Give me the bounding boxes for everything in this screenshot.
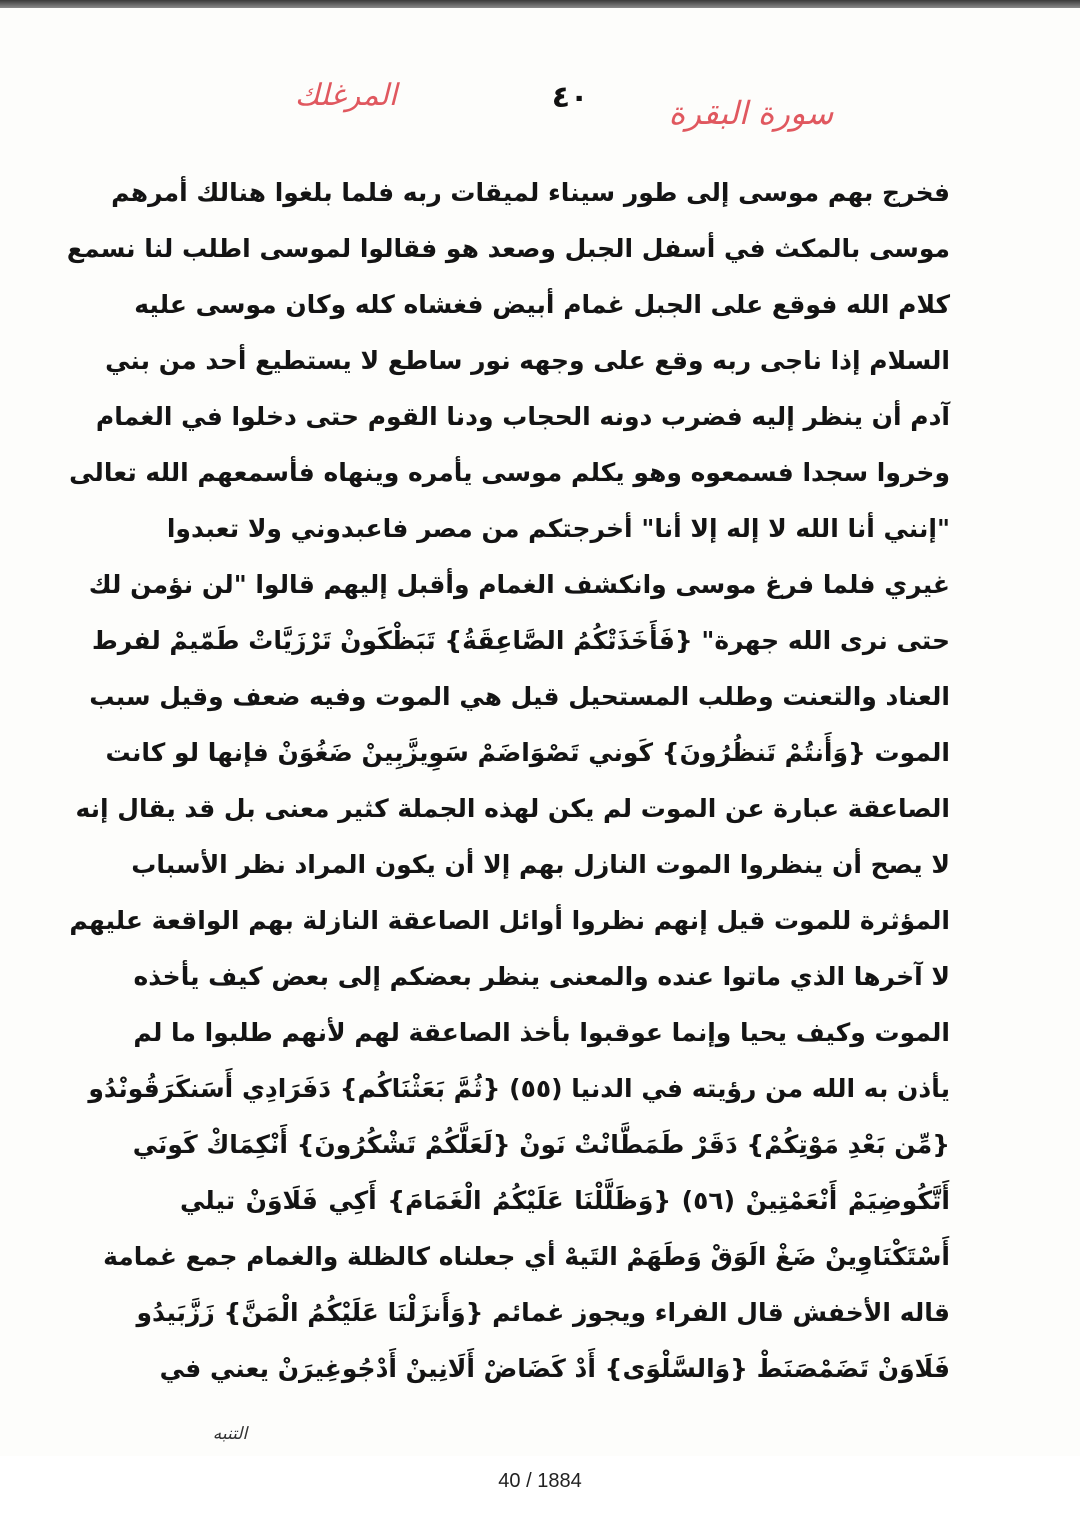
text-line: وخروا سجدا فسمعوه وهو يكلم موسى يأمره وينهاه فأسمعهم الله تعالى — [69, 458, 950, 487]
handwritten-footer-note: التنبه — [212, 1424, 248, 1444]
text-line: {مِّن بَعْدِ مَوْتِكُمْ} دَقَرْ طَمَطَّانْتْ نَونْ {لَعَلَّكُمْ تَشْكُرُونَ} أَنْكِمَاكْ كَونَي — [132, 1130, 950, 1159]
body-text — [66, 165, 950, 1397]
text-line: المؤثرة للموت قيل إنهم نظروا أوائل الصاعقة النازلة بهم الواقعة عليهم — [69, 906, 950, 935]
text-line: حتى نرى الله جهرة" {فَأَخَذَتْكُمُ الصَّاعِقَةُ} تَبَظْكَونْ تَرْزَيَّاتْ طَمّيمْ لفرط — [91, 626, 950, 655]
text-line: فَلَاوَنْ تَضَمْصَنَطْ {وَالسَّلْوَى} أَدْ كَضَاضْ أَلَانِينْ أَدْجُوغِيرَنْ يعني في — [159, 1354, 950, 1383]
handwritten-header-note: المرغلك — [294, 78, 398, 113]
top-scan-border — [0, 0, 1080, 8]
text-line: موسى بالمكث في أسفل الجبل وصعد هو فقالوا لموسى اطلب لنا نسمع — [66, 234, 950, 263]
page-indicator: 40 / 1884 — [498, 1470, 582, 1492]
text-line: أَتَّكُوضِيَمْ أَنْعَمْتِينْ (٥٦) {وَظَلَّلْنَا عَلَيْكُمُ الْغَمَامَ} أَكِي فَلَاوَنْ تيلي — [180, 1186, 950, 1215]
text-line: كلام الله فوقع على الجبل غمام أبيض فغشاه كله وكان موسى عليه — [134, 290, 950, 319]
text-line: آدم أن ينظر إليه فضرب دونه الحجاب ودنا القوم حتى دخلوا في الغمام — [95, 402, 950, 431]
handwritten-surah-title: سورة البقرة — [668, 94, 834, 132]
text-line: الصاعقة عبارة عن الموت لم يكن لهذه الجملة كثير معنى بل قد يقال إنه — [75, 794, 950, 823]
text-line: السلام إذا ناجى ربه وقع على وجهه نور ساطع لا يستطيع أحد من بني — [105, 346, 950, 375]
text-line: يأذن به الله من رؤيته في الدنيا (٥٥) {ثُمَّ بَعَثْنَاكُم} دَفَرَادِي أَسَنكَرَقُونْدُو — [88, 1074, 950, 1103]
text-line: "إنني أنا الله لا إله إلا أنا" أخرجتكم من مصر فاعبدوني ولا تعبدوا — [166, 514, 950, 543]
page-number: ٤٠ — [551, 80, 589, 115]
text-line: قاله الأخفش قال الفراء ويجوز غمائم {وَأَنزَلْنَا عَلَيْكُمُ الْمَنَّ} زَزَّبَيدُو — [136, 1298, 950, 1327]
text-line: لا يصح أن ينظروا الموت النازل بهم إلا أن يكون المراد نظر الأسباب — [131, 850, 950, 879]
text-line: الموت {وَأَنتُمْ تَنظُرُونَ} كَوني تَصْوَاضَمْ سَوِيزَّبِينْ ضَغُوَنْ فإنها لو كانت — [105, 738, 950, 767]
text-line: لا آخرها الذي ماتوا عنده والمعنى ينظر بعضكم إلى بعض كيف يأخذه — [133, 962, 950, 991]
text-line: العناد والتعنت وطلب المستحيل قيل هي الموت وفيه ضعف وقيل سبب — [89, 682, 950, 711]
text-line: فخرج بهم موسى إلى طور سيناء لميقات ربه فلما بلغوا هنالك أمرهم — [111, 178, 950, 207]
text-line: غيري فلما فرغ موسى وانكشف الغمام وأقبل إليهم قالوا "لن نؤمن لك — [88, 570, 950, 599]
text-line: الموت وكيف يحيا وإنما عوقبوا بأخذ الصاعقة لهم لأنهم طلبوا ما لم — [133, 1018, 950, 1047]
text-line: أَسْتَكْنَاوِينْ ضَغْ الَوَقْ وَطَهَمْ التَيهْ أي جعلناه كالظلة والغمام جمع غمامة — [103, 1242, 950, 1271]
